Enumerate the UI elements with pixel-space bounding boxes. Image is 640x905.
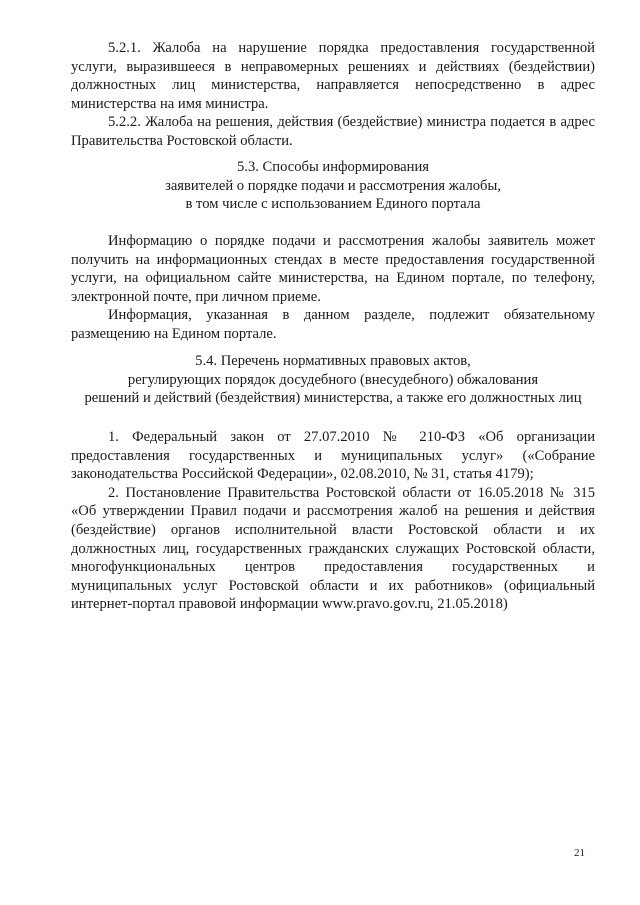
list-item-regional-resolution: 2. Постановление Правительства Ростовской области от 16.05.2018 № 315 «Об утверждении Правил подачи и рассмотрения жалоб на решения и действия (бездействие) органов исполнительной власти Ростовской области и их должностных лиц, государственных гражданских служащих Ростовской области, многофункциональных центров предоставления государственных и муниципальных услуг Ростовской области и их работников» (официальный интернет-портал правовой информации www.pravo.gov.ru, 21.05.2018) — [71, 484, 595, 613]
section-5-2-paragraphs — [71, 39, 595, 151]
page-number: 21 — [574, 847, 585, 859]
heading-5-4-line-3: решений и действий (бездействия) министерства, а также его должностных лиц — [84, 390, 582, 407]
paragraph-information-placement: Информация, указанная в данном разделе, подлежит обязательному размещению на Едином портале. — [71, 307, 595, 342]
heading-5-3-line-2: заявителей о порядке подачи и рассмотрения жалобы, — [165, 177, 501, 194]
paragraph-5-2-1: 5.2.1. Жалоба на нарушение порядка предоставления государственной услуги, выразившееся в неправомерных решениях и действиях (бездействии) должностных лиц министерства, направляется непосредственно в адрес министерства на имя министра. — [71, 40, 595, 112]
section-5-4-list — [71, 428, 595, 614]
heading-5-4-line-2: регулирующих порядок досудебного (внесудебного) обжалования — [127, 371, 539, 388]
heading-5-4-line-1: 5.4. Перечень нормативных правовых актов, — [195, 353, 471, 369]
heading-5-3-line-3: в том числе с использованием Единого портала — [185, 196, 481, 213]
list-item-federal-law: 1. Федеральный закон от 27.07.2010 № 210-ФЗ «Об организации предоставления государственных и муниципальных услуг» («Собрание законодательства Российской Федерации», 02.08.2010, № 31, статья 4179); — [71, 429, 595, 483]
section-5-3-paragraphs — [71, 232, 595, 344]
heading-5-3-line-1: 5.3. Способы информирования — [237, 159, 429, 175]
heading-5-3 — [71, 158, 595, 214]
paragraph-information-sources: Информацию о порядке подачи и рассмотрения жалобы заявитель может получить на информационных стендах в месте предоставления государственной услуги, на официальном сайте министерства, на Едином портале, по телефону, электронной почте, при личном приеме. — [71, 233, 595, 305]
paragraph-5-2-2: 5.2.2. Жалоба на решения, действия (бездействие) министра подается в адрес Правительства Ростовской области. — [71, 114, 595, 149]
heading-5-4 — [71, 352, 595, 408]
